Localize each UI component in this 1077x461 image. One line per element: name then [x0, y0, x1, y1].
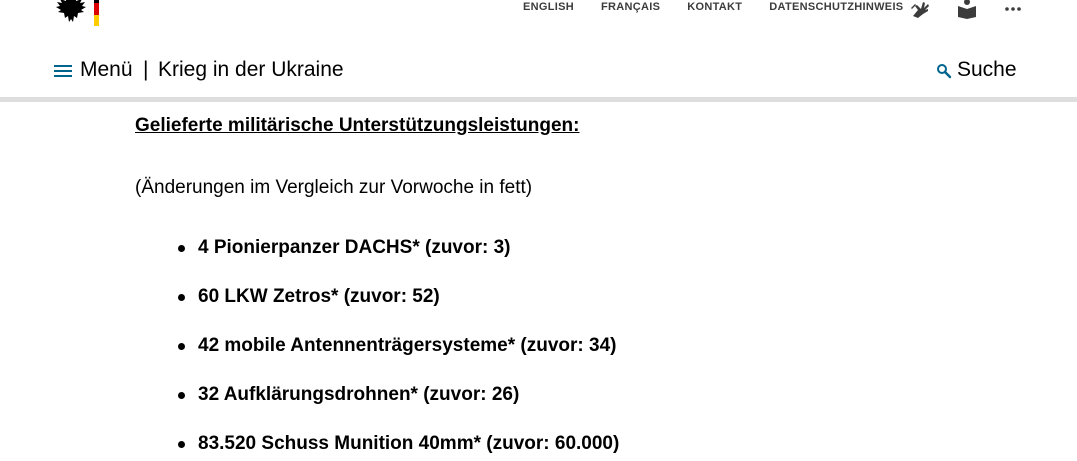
federal-logo[interactable] — [54, 0, 102, 26]
search-icon[interactable] — [936, 63, 952, 79]
german-flag — [94, 0, 99, 26]
link-datenschutz[interactable]: DATENSCHUTZHINWEIS — [769, 1, 904, 13]
list-item — [177, 237, 619, 286]
menu-separator: | — [143, 58, 149, 81]
page-title[interactable]: Krieg in der Ukraine — [158, 58, 344, 81]
bullet — [178, 343, 185, 350]
link-kontakt[interactable]: KONTAKT — [687, 1, 743, 13]
list-item — [177, 433, 619, 461]
menu-button[interactable]: Menü — [80, 58, 133, 81]
change-note: (Änderungen im Vergleich zur Vorwoche in fett) — [135, 177, 533, 198]
more-icon[interactable] — [1002, 0, 1024, 20]
bullet — [178, 441, 185, 448]
bullet — [178, 245, 185, 252]
link-english[interactable]: ENGLISH — [523, 1, 574, 13]
link-francais[interactable]: FRANÇAIS — [601, 1, 661, 13]
list-item-text: 83.520 Schuss Munition 40mm* (zuvor: 60.000) — [198, 433, 620, 454]
menu-bar — [0, 50, 1077, 102]
bullet — [178, 392, 185, 399]
list-item-text: 4 Pionierpanzer DACHS* (zuvor: 3) — [198, 237, 511, 258]
list-item — [177, 335, 619, 384]
search-button[interactable]: Suche — [957, 58, 1017, 81]
list-item — [177, 384, 619, 433]
delivery-list — [177, 237, 619, 461]
list-item-text: 32 Aufklärungsdrohnen* (zuvor: 26) — [198, 384, 520, 405]
federal-eagle-icon — [54, 0, 88, 26]
top-bar — [0, 0, 1077, 30]
section-heading: Gelieferte militärische Unterstützungsleistungen: — [135, 115, 580, 136]
list-item-text: 60 LKW Zetros* (zuvor: 52) — [198, 286, 440, 307]
list-item — [177, 286, 619, 335]
sign-language-icon[interactable] — [909, 0, 931, 20]
hamburger-icon[interactable] — [54, 65, 72, 77]
list-item-text: 42 mobile Antennenträgersysteme* (zuvor: 34) — [198, 335, 617, 356]
easy-language-icon[interactable] — [956, 0, 978, 20]
bullet — [178, 294, 185, 301]
main-content — [135, 115, 1035, 454]
top-links — [523, 1, 903, 13]
